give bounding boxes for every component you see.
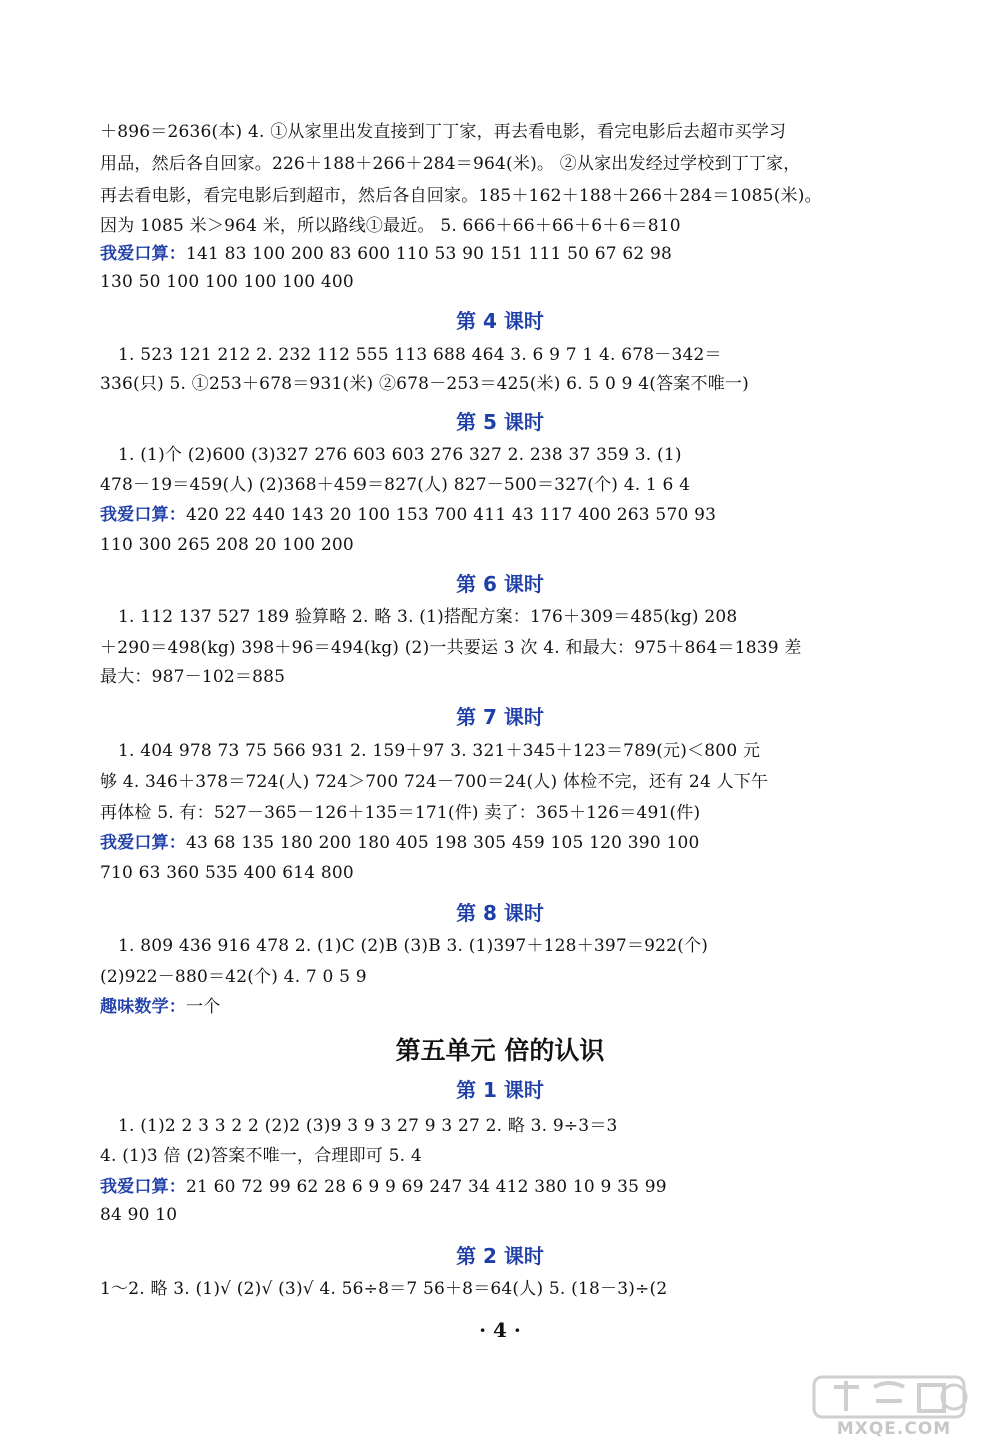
unit-title: 第五单元 倍的认识 <box>395 1036 605 1065</box>
text-line: 1～2. 略 3. (1)√ (2)√ (3)√ 4. 56÷8＝7 56＋8＝64(人) 5. (18－3)÷(2 <box>100 1279 668 1299</box>
lesson-title: 第 8 课时 <box>456 901 544 925</box>
text-line: 再体检 5. 有：527－365－126＋135＝171(件) 卖了：365＋126＝491(件) <box>100 803 701 823</box>
kousuan-values: 21 60 72 99 62 28 6 9 9 69 247 34 412 380 10 9 35 99 <box>186 1177 667 1197</box>
text-line: 最大：987－102＝885 <box>100 667 286 687</box>
lesson-title: 第 6 课时 <box>456 572 544 596</box>
text-line: ＋290＝498(kg) 398＋96＝494(kg) (2)一共要运 3 次 4. 和最大：975＋864＝1839 差 <box>100 638 802 658</box>
watermark-text: MXQE.COM <box>836 1419 952 1439</box>
lesson-title: 第 7 课时 <box>456 705 544 729</box>
kousuan-line: 130 50 100 100 100 100 400 <box>100 272 354 292</box>
text-line: 1. 404 978 73 75 566 931 2. 159＋97 3. 321＋345＋123＝789(元)＜800 元 <box>118 741 761 761</box>
lesson-title: 第 5 课时 <box>456 410 544 434</box>
kousuan-line <box>100 1173 920 1201</box>
kousuan-values: 141 83 100 200 83 600 110 53 90 151 111 50 67 62 98 <box>186 244 673 264</box>
lesson-title: 第 1 课时 <box>456 1078 544 1102</box>
text-line: 1. 523 121 212 2. 232 112 555 113 688 464 3. 6 9 7 1 4. 678－342＝ <box>118 345 722 365</box>
kousuan-label: 我爱口算： <box>100 1177 186 1197</box>
watermark-logo <box>804 1371 984 1441</box>
kousuan-values: 43 68 135 180 200 180 405 198 305 459 105 120 390 100 <box>186 833 700 853</box>
page-number: · 4 · <box>479 1318 521 1342</box>
kousuan-line: 84 90 10 <box>100 1205 178 1225</box>
text-line: 1. (1)2 2 3 3 2 2 (2)2 (3)9 3 9 3 27 9 3 27 2. 略 3. 9÷3＝3 <box>118 1116 618 1136</box>
text-line: 336(只) 5. ①253＋678＝931(米) ②678－253＝425(米) 6. 5 0 9 4(答案不唯一) <box>100 374 749 394</box>
text-line: 够 4. 346＋378＝724(人) 724＞700 724－700＝24(人) 体检不完，还有 24 人下午 <box>100 772 769 792</box>
kousuan-label: 我爱口算： <box>100 244 186 264</box>
text-line: 478－19＝459(人) (2)368＋459＝827(人) 827－500＝327(个) 4. 1 6 4 <box>100 475 691 495</box>
text-line: 再去看电影，看完电影后到超市，然后各自回家。185＋162＋188＋266＋284＝1085(米)。 <box>100 186 822 206</box>
kousuan-label: 我爱口算： <box>100 833 186 853</box>
text-line: (2)922－880＝42(个) 4. 7 0 5 9 <box>100 967 367 987</box>
lesson-title: 第 4 课时 <box>456 309 544 333</box>
text-line: 因为 1085 米＞964 米，所以路线①最近。 5. 666＋66＋66＋6＋6＝810 <box>100 216 681 236</box>
text-line: 4. (1)3 倍 (2)答案不唯一，合理即可 5. 4 <box>100 1146 422 1166</box>
kousuan-label: 我爱口算： <box>100 505 186 525</box>
kousuan-line: 110 300 265 208 20 100 200 <box>100 535 354 555</box>
kousuan-line: 710 63 360 535 400 614 800 <box>100 863 354 883</box>
text-line: 1. 112 137 527 189 验算略 2. 略 3. (1)搭配方案：176＋309＝485(kg) 208 <box>118 607 738 627</box>
text-line: 1. (1)个 (2)600 (3)327 276 603 603 276 327 2. 238 37 359 3. (1) <box>118 445 682 465</box>
fun-math-answer: 一个 <box>186 997 221 1017</box>
kousuan-line <box>100 829 920 857</box>
lesson-title: 第 2 课时 <box>456 1244 544 1268</box>
text-line: ＋896＝2636(本) 4. ①从家里出发直接到丁丁家，再去看电影，看完电影后去超市买学习 <box>100 122 787 142</box>
fun-math-line <box>100 993 920 1021</box>
fun-math-label: 趣味数学： <box>100 997 186 1017</box>
watermark-icon <box>804 1371 984 1423</box>
text-line: 用品，然后各自回家。226＋188＋266＋284＝964(米)。 ②从家出发经过学校到丁丁家， <box>100 154 801 174</box>
text-line: 1. 809 436 916 478 2. (1)C (2)B (3)B 3. (1)397＋128＋397＝922(个) <box>118 936 709 956</box>
kousuan-line <box>100 501 920 529</box>
kousuan-line <box>100 240 920 268</box>
kousuan-values: 420 22 440 143 20 100 153 700 411 43 117 400 263 570 93 <box>186 505 717 525</box>
